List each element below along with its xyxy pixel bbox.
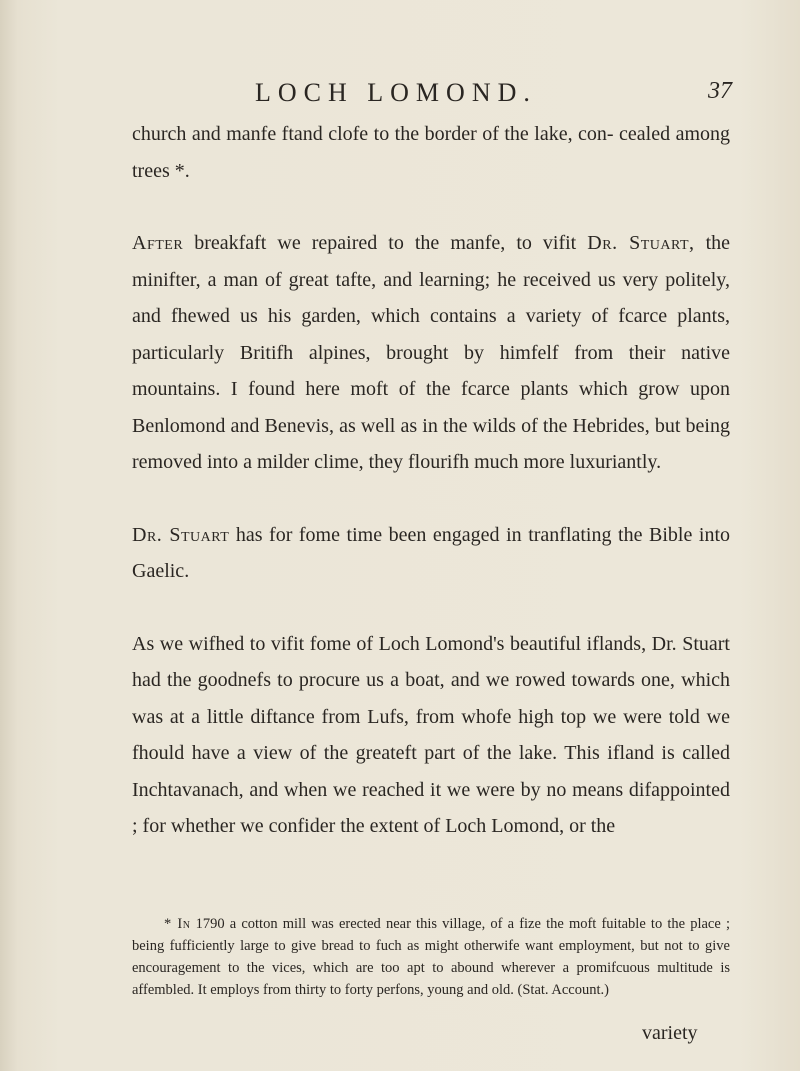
paragraph-islands: As we wifhed to vifit fome of Loch Lomond's beautiful iflands, Dr. Stuart had the goodnefs to procure us a boat, and we rowed towards one, which was at a little diftance from Lufs, from whofe high top we were told we fhould have a view of the greateft part of the lake. This ifland is called Inchtavanach, and when we reached it we were by no means difappointed ; for whether we confider the extent of Loch Lomond, or the: [132, 632, 730, 837]
person-name: Dr. Stuart: [132, 523, 230, 546]
paragraph-continuation: church and manfe ftand clofe to the border of the lake, con- cealed among trees *.: [132, 123, 730, 182]
paragraph-translation: [132, 517, 730, 590]
paragraph-text: breakfaft we repaired to the manfe, to vifit: [183, 232, 588, 254]
running-title: LOCH LOMOND.: [255, 78, 537, 107]
paragraph-breakfast: [132, 225, 730, 481]
footnote: [132, 913, 730, 1001]
body-text: [132, 116, 730, 845]
footnote-text: 1790 a cotton mill was erected near this village, of a fize the moft fuitable to the place ; being fufficiently large to give bread to fuch as might otherwife want employment, but not to give encouragement to the vices, which are too apt to abound wherever a promifcuous multitude is affembled. It employs from thirty to forty perfons, young and old. (Stat. Account.): [132, 916, 730, 998]
footnote-marker: * In: [164, 916, 191, 932]
paragraph-lead-word: After: [132, 232, 184, 254]
paragraph-text: has for fome time been engaged in tranflating the Bible into Gaelic.: [132, 523, 730, 582]
paragraph-text: the minifter, a man of great tafte, and learning; he received us very politely, and fhewed us his garden, which contains a variety of fcarce plants, particularly Britifh alpines, brought by himfelf from their native mountains. I found here moft of the fcarce plants which grow upon Benlomond and Benevis, as well as in the wilds of the Hebrides, but being removed into a milder clime, they flourifh much more luxuriantly.: [132, 232, 731, 473]
page-number: 37: [708, 78, 732, 104]
catchword: variety: [642, 1022, 698, 1044]
person-name: Dr. Stuart,: [587, 232, 695, 254]
